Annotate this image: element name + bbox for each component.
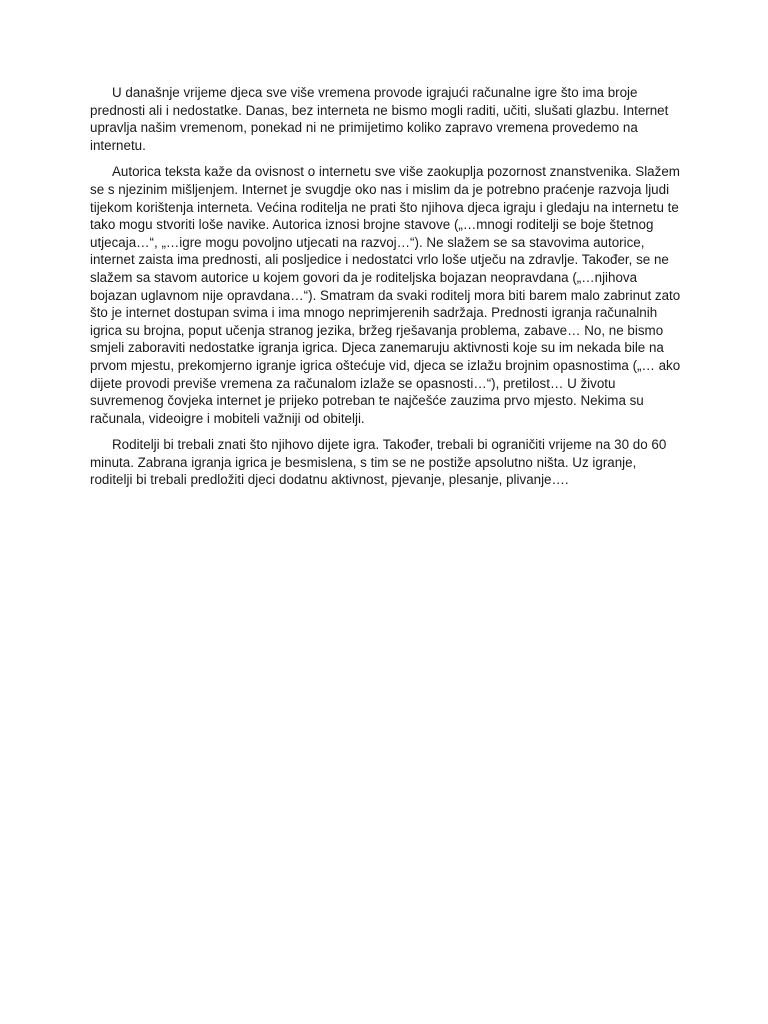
- paragraph-intro: U današnje vrijeme djeca sve više vremena provode igrajući računalne igre što ima broje prednosti ali i nedostatke. Danas, bez interneta ne bismo mogli raditi, učiti, slušati glazbu. Internet upravlja našim vremenom, ponekad ni ne primijetimo koliko zapravo vremena provedemo na internetu.: [90, 85, 669, 153]
- paragraph-body: Autorica teksta kaže da ovisnost o internetu sve više zaokuplja pozornost znanstvenika. Slažem se s njezinim mišljenjem. Internet je svugdje oko nas i mislim da je potrebno praćenje razvoja ljudi tijekom korištenja interneta. Većina roditelja ne prati što njihova djeca igraju i gledaju na internetu te tako mogu stvoriti loše navike. Autorica iznosi brojne stavove („…mnogi roditelji se boje štetnog utjecaja…“, „…igre mogu povoljno utjecati na razvoj…“). Ne slažem se sa stavovima autorice, internet zaista ima prednosti, ali posljedice i nedostatci vrlo loše utječu na zdravlje. Također, se ne slažem sa stavom autorice u kojem govori da je roditeljska bojazan neopravdana („…njihova bojazan uglavnom nije opravdana…“). Smatram da svaki roditelj mora biti barem malo zabrinut zato što je internet dostupan svima i ima mnogo neprimjerenih sadržaja. Prednosti igranja računalnih igrica su brojna, poput učenja stranog jezika, bržeg rješavanja problema, zabave… No, ne bismo smjeli zaboraviti nedostatke igranja igrica. Djeca zanemaruju aktivnosti koje su im nekada bile na prvom mjestu, prekomjerno igranje igrica oštećuje vid, djeca se izlažu brojnim opasnostima („… ako dijete provodi previše vremena za računalom izlaže se opasnosti…“), pretilost… U životu suvremenog čovjeka internet je prijeko potreban te najčešće zauzima prvo mjesto. Nekima su računala, videoigre i mobiteli važniji od obitelji.: [90, 164, 681, 426]
- document-page: [90, 84, 682, 498]
- paragraph-conclusion: Roditelji bi trebali znati što njihovo dijete igra. Također, trebali bi ograničiti vrijeme na 30 do 60 minuta. Zabrana igranja igrica je besmislena, s tim se ne postiže apsolutno ništa. Uz igranje, roditelji bi trebali predložiti djeci dodatnu aktivnost, pjevanje, plesanje, plivanje….: [90, 437, 667, 488]
